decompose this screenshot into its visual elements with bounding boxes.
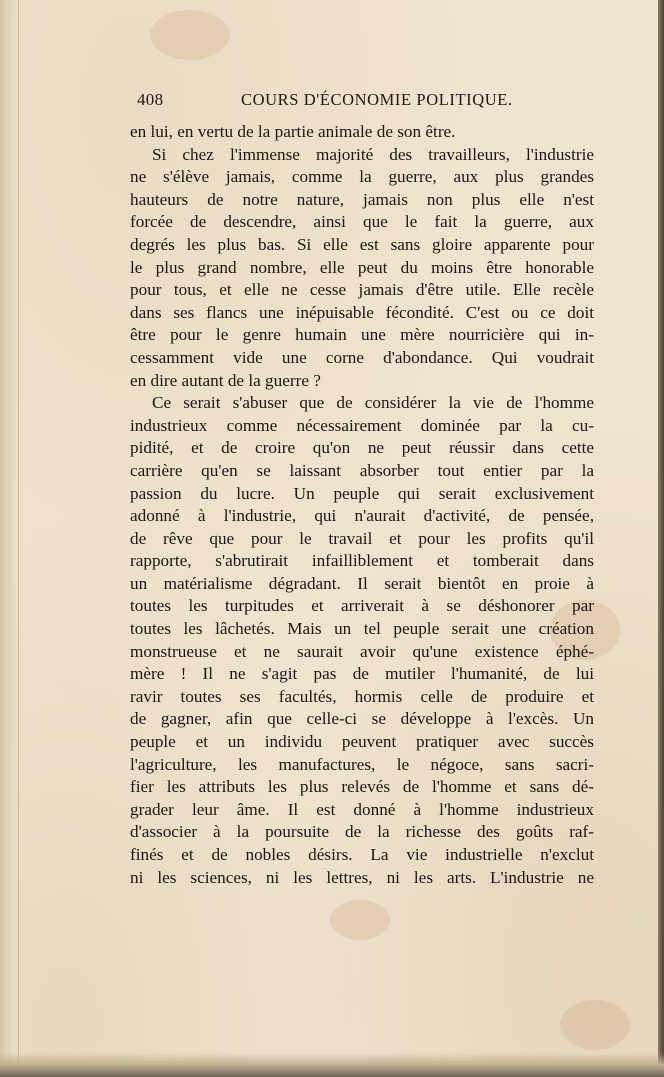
text-line: en lui, en vertu de la partie animale de son être. xyxy=(130,122,456,141)
paper-stain xyxy=(330,900,390,940)
text-line: ni les sciences, ni les lettres, ni les arts. L'industrie ne xyxy=(130,867,594,887)
text-line: fier les attributs les plus relevés de l'homme et sans dé- xyxy=(130,777,594,797)
text-line: ne s'élève jamais, comme la guerre, aux plus grandes xyxy=(130,167,594,187)
text-line: grader leur âme. Il est donné à l'homme industrieux xyxy=(130,799,594,819)
text-line: de rêve que pour le travail et pour les profits qu'il xyxy=(130,528,594,548)
text-line: dans ses flancs une inépuisable fécondité. C'est ou ce doit xyxy=(130,302,594,322)
body-text xyxy=(130,121,594,889)
paper-stain xyxy=(150,10,230,60)
text-line: carrière qu'en se laissant absorber tout entier par la xyxy=(130,460,594,480)
text-line: rapporte, s'abrutirait infailliblement et tomberait dans xyxy=(130,551,594,571)
paper-stain xyxy=(560,1000,630,1050)
text-line: toutes les turpitudes et arriverait à se déshonorer par xyxy=(130,596,594,616)
text-line: être pour le genre humain une mère nourricière qui in- xyxy=(130,325,594,345)
text-line: passion du lucre. Un peuple qui serait exclusivement xyxy=(130,483,594,503)
text-line: industrieux comme nécessairement dominée par la cu- xyxy=(130,415,594,435)
text-line: hauteurs de notre nature, jamais non plus elle n'est xyxy=(130,189,594,209)
text-line: Si chez l'immense majorité des travailleurs, l'industrie xyxy=(152,144,594,164)
page-gutter-edge xyxy=(0,0,19,1077)
text-line: ravir toutes ses facultés, hormis celle de produire et xyxy=(130,686,594,706)
text-line: peuple et un individu peuvent pratiquer avec succès xyxy=(130,732,594,752)
text-line: l'agriculture, les manufactures, le négoce, sans sacri- xyxy=(130,754,594,774)
text-line: finés et de nobles désirs. La vie industrielle n'exclut xyxy=(130,845,594,864)
text-line: de gagner, afin que celle-ci se développe à l'excès. Un xyxy=(130,709,594,729)
text-line: Ce serait s'abuser que de considérer la vie de l'homme xyxy=(152,393,594,413)
text-line: toutes les lâchetés. Mais un tel peuple serait une création xyxy=(130,619,594,639)
text-line: un matérialisme dégradant. Il serait bientôt en proie à xyxy=(130,573,594,593)
text-line: forcée de descendre, ainsi que le fait la guerre, aux xyxy=(130,212,594,232)
text-line: d'associer à la poursuite de la richesse des goûts raf- xyxy=(130,822,594,842)
text-line: mère ! Il ne s'agit pas de mutiler l'humanité, de lui xyxy=(130,664,594,684)
page-right-edge xyxy=(658,0,664,1077)
running-title: COURS D'ÉCONOMIE POLITIQUE. xyxy=(241,90,513,109)
text-line: monstrueuse et ne saurait avoir qu'une existence éphé- xyxy=(130,641,594,661)
text-line: pidité, et de croire qu'on ne peut réussir dans cette xyxy=(130,438,594,458)
text-line: pour tous, et elle ne cesse jamais d'être utile. Elle recèle xyxy=(130,280,594,300)
page-number: 408 xyxy=(137,90,164,109)
page-bottom-edge xyxy=(0,1053,664,1077)
running-header xyxy=(137,90,593,114)
text-line: adonné à l'industrie, qui n'aurait d'activité, de pensée, xyxy=(130,506,594,526)
text-line: en dire autant de la guerre ? xyxy=(130,370,321,390)
text-line: le plus grand nombre, elle peut du moins être honorable xyxy=(130,257,594,277)
text-line: degrés les plus bas. Si elle est sans gloire apparente pour xyxy=(130,234,594,254)
text-line: cessamment vide une corne d'abondance. Qui voudrait xyxy=(130,347,594,367)
